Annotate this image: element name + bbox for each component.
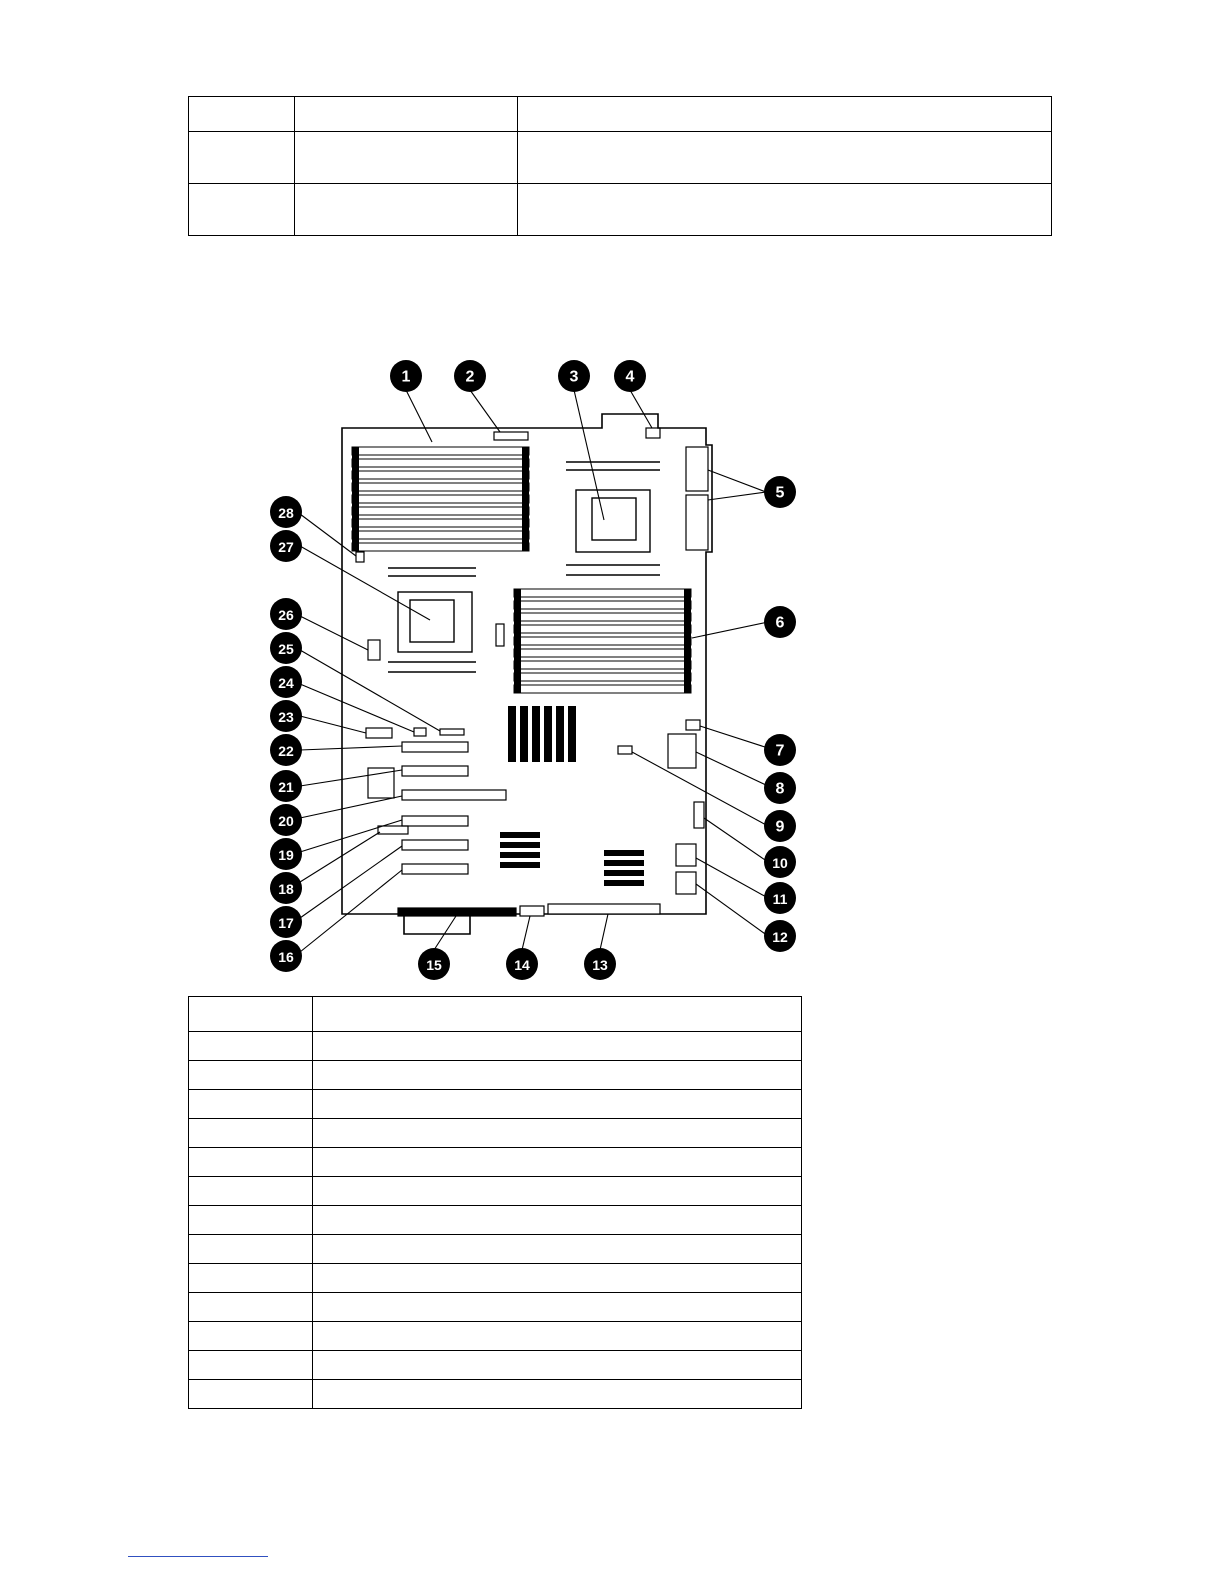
callout-8 xyxy=(764,772,796,804)
table-cell xyxy=(313,1061,802,1090)
expansion-slots xyxy=(402,742,506,874)
svg-text:3: 3 xyxy=(569,368,579,386)
table-header-row xyxy=(189,97,1052,132)
svg-text:14: 14 xyxy=(514,957,530,973)
table-cell xyxy=(189,132,295,184)
table-cell xyxy=(313,1380,802,1409)
table-row xyxy=(189,1264,802,1293)
table-row xyxy=(189,1090,802,1119)
svg-text:4: 4 xyxy=(625,368,635,386)
table-cell xyxy=(189,1119,313,1148)
table-row xyxy=(189,1061,802,1090)
table-cell xyxy=(189,1293,313,1322)
callout-27 xyxy=(270,530,302,562)
table-row xyxy=(189,1148,802,1177)
callout-21 xyxy=(270,770,302,802)
callout-23 xyxy=(270,700,302,732)
svg-text:24: 24 xyxy=(278,675,294,691)
svg-text:7: 7 xyxy=(775,742,785,760)
callout-7 xyxy=(764,734,796,766)
table-cell xyxy=(313,1148,802,1177)
table-cell xyxy=(295,184,518,236)
callout-22 xyxy=(270,734,302,766)
table-cell xyxy=(313,1264,802,1293)
table-cell xyxy=(295,97,518,132)
svg-text:27: 27 xyxy=(278,539,294,555)
table-cell xyxy=(295,132,518,184)
table-cell xyxy=(313,1090,802,1119)
callout-10 xyxy=(764,846,796,878)
svg-text:12: 12 xyxy=(772,929,788,945)
svg-text:15: 15 xyxy=(426,957,442,973)
callout-20 xyxy=(270,804,302,836)
table-cell xyxy=(313,1351,802,1380)
svg-text:19: 19 xyxy=(278,847,294,863)
table-cell xyxy=(189,1032,313,1061)
svg-text:10: 10 xyxy=(772,855,788,871)
svg-text:28: 28 xyxy=(278,505,294,521)
table-cell xyxy=(189,1264,313,1293)
table-cell xyxy=(189,1090,313,1119)
table-cell xyxy=(189,997,313,1032)
callout-28 xyxy=(270,496,302,528)
callout-15 xyxy=(418,948,450,980)
callout-1 xyxy=(390,360,422,392)
table-row xyxy=(189,1322,802,1351)
table-cell xyxy=(518,132,1052,184)
heatsink-small-right xyxy=(604,850,644,886)
callout-4 xyxy=(614,360,646,392)
svg-text:1: 1 xyxy=(401,368,411,386)
callout-18 xyxy=(270,872,302,904)
callout-5 xyxy=(764,476,796,508)
callout-6 xyxy=(764,606,796,638)
callout-14 xyxy=(506,948,538,980)
table-row xyxy=(189,1206,802,1235)
callout-12 xyxy=(764,920,796,952)
legend-table xyxy=(188,996,802,1409)
table-row xyxy=(189,184,1052,236)
callout-19 xyxy=(270,838,302,870)
processor-socket-1 xyxy=(566,462,660,575)
table-cell xyxy=(189,184,295,236)
heatsink-small-left xyxy=(500,832,540,868)
svg-text:20: 20 xyxy=(278,813,294,829)
top-table xyxy=(188,96,1052,236)
callout-26 xyxy=(270,598,302,630)
svg-text:9: 9 xyxy=(775,818,785,836)
table-row xyxy=(189,1380,802,1409)
svg-text:26: 26 xyxy=(278,607,294,623)
table-cell xyxy=(313,1235,802,1264)
svg-text:22: 22 xyxy=(278,743,294,759)
table-cell xyxy=(518,97,1052,132)
table-cell xyxy=(189,1322,313,1351)
table-cell xyxy=(189,1177,313,1206)
table-cell xyxy=(313,1293,802,1322)
table-row xyxy=(189,1032,802,1061)
system-board-diagram xyxy=(262,358,802,984)
svg-text:2: 2 xyxy=(465,368,475,386)
table-cell xyxy=(518,184,1052,236)
table-row xyxy=(189,132,1052,184)
callout-9 xyxy=(764,810,796,842)
table-cell xyxy=(313,997,802,1032)
table-header-row xyxy=(189,997,802,1032)
svg-text:8: 8 xyxy=(775,780,785,798)
table-row xyxy=(189,1351,802,1380)
footer-link-underline xyxy=(128,1556,268,1557)
callout-16 xyxy=(270,940,302,972)
table-cell xyxy=(313,1119,802,1148)
svg-text:25: 25 xyxy=(278,641,294,657)
svg-text:18: 18 xyxy=(278,881,294,897)
callout-2 xyxy=(454,360,486,392)
processor-socket-2 xyxy=(388,568,476,672)
svg-text:11: 11 xyxy=(772,891,788,907)
table-cell xyxy=(313,1322,802,1351)
table-row xyxy=(189,1177,802,1206)
table-row xyxy=(189,1235,802,1264)
callout-13 xyxy=(584,948,616,980)
table-cell xyxy=(189,1061,313,1090)
dimm-slots-right xyxy=(514,589,691,693)
callout-17 xyxy=(270,906,302,938)
callout-25 xyxy=(270,632,302,664)
table-cell xyxy=(189,1351,313,1380)
svg-text:16: 16 xyxy=(278,949,294,965)
table-cell xyxy=(189,1206,313,1235)
table-cell xyxy=(189,97,295,132)
table-row xyxy=(189,1119,802,1148)
svg-text:5: 5 xyxy=(775,484,785,502)
callout-24 xyxy=(270,666,302,698)
chipset-heatsink xyxy=(508,706,576,762)
power-connectors xyxy=(686,447,708,550)
svg-text:13: 13 xyxy=(592,957,608,973)
svg-text:17: 17 xyxy=(278,915,294,931)
table-cell xyxy=(189,1235,313,1264)
svg-text:23: 23 xyxy=(278,709,294,725)
svg-text:6: 6 xyxy=(775,614,785,632)
table-cell xyxy=(189,1380,313,1409)
bottom-connectors xyxy=(398,904,660,916)
table-cell xyxy=(313,1206,802,1235)
table-cell xyxy=(313,1032,802,1061)
callout-11 xyxy=(764,882,796,914)
table-row xyxy=(189,1293,802,1322)
svg-text:21: 21 xyxy=(278,779,294,795)
table-cell xyxy=(189,1148,313,1177)
legend-body xyxy=(189,997,802,1409)
table-cell xyxy=(313,1177,802,1206)
dimm-slots-top xyxy=(352,447,529,551)
callout-3 xyxy=(558,360,590,392)
